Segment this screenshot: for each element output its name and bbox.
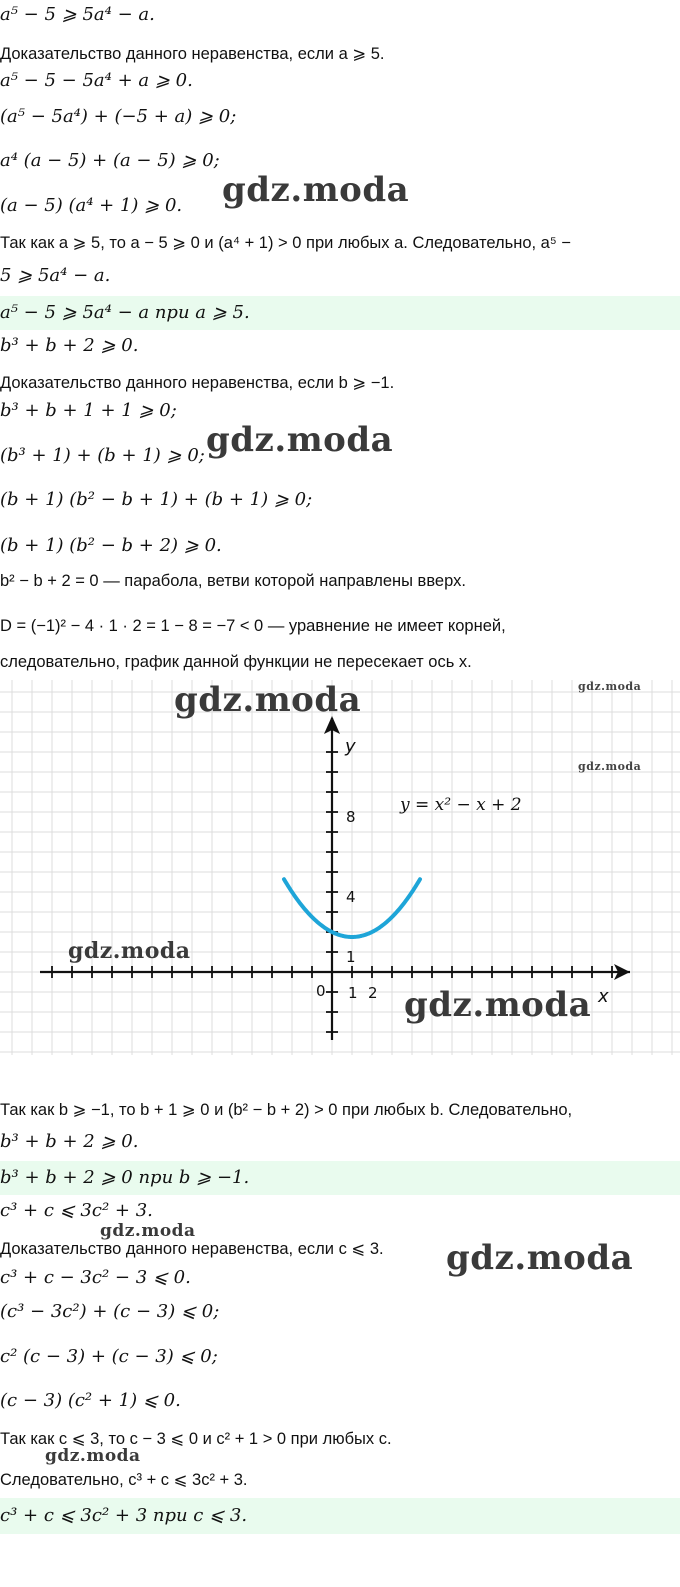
b-no-roots: следовательно, график данной функции не пересекает ось x. [0, 653, 472, 671]
a-reason-1: Так как a ⩾ 5, то a − 5 ⩾ 0 и (a⁴ + 1) > 0 при любых a. Следовательно, a⁵ − [0, 234, 571, 252]
c-step-1: c³ + c − 3c² − 3 ⩽ 0. [0, 1267, 191, 1288]
c-step-3: c² (c − 3) + (c − 3) ⩽ 0; [0, 1346, 218, 1367]
a-statement: a⁵ − 5 ⩾ 5a⁴ − a. [0, 4, 155, 25]
a-step-2: (a⁵ − 5a⁴) + (−5 + a) ⩾ 0; [0, 106, 237, 127]
c-reason-2: Следовательно, c³ + c ⩽ 3c² + 3. [0, 1471, 248, 1489]
origin-label: 0 [316, 982, 326, 1000]
a-step-3: a⁴ (a − 5) + (a − 5) ⩾ 0; [0, 150, 220, 171]
x-axis-label: x [598, 986, 609, 1007]
a-step-4: (a − 5) (a⁴ + 1) ⩾ 0. [0, 195, 183, 216]
a-conclusion: a⁵ − 5 ⩾ 5a⁴ − a при a ⩾ 5. [0, 296, 680, 330]
b-discriminant: D = (−1)² − 4 · 1 · 2 = 1 − 8 = −7 < 0 — уравнение не имеет корней, [0, 617, 506, 635]
watermark: gdz.moda [222, 170, 410, 210]
watermark: gdz.moda [45, 1446, 141, 1466]
b-statement: b³ + b + 2 ⩾ 0. [0, 335, 139, 356]
watermark: gdz.moda [578, 680, 642, 693]
b-reason-1: Так как b ⩾ −1, то b + 1 ⩾ 0 и (b² − b + 2) > 0 при любых b. Следовательно, [0, 1101, 573, 1119]
watermark: gdz.moda [578, 760, 642, 773]
c-intro: Доказательство данного неравенства, если c ⩽ 3. [0, 1240, 384, 1258]
watermark: gdz.moda [404, 985, 592, 1025]
a-step-1: a⁵ − 5 − 5a⁴ + a ⩾ 0. [0, 70, 193, 91]
y-tick-label-1: 1 [346, 948, 356, 966]
c-step-4: (c − 3) (c² + 1) ⩽ 0. [0, 1390, 181, 1411]
y-axis-label: y [345, 736, 356, 757]
c-reason-1: Так как c ⩽ 3, то c − 3 ⩽ 0 и c² + 1 > 0 при любых c. [0, 1430, 392, 1448]
a-intro: Доказательство данного неравенства, если a ⩾ 5. [0, 45, 385, 63]
b-parabola: b² − b + 2 = 0 — парабола, ветви которой направлены вверх. [0, 572, 466, 590]
curve-label: y = x² − x + 2 [400, 795, 522, 815]
b-reason-2: b³ + b + 2 ⩾ 0. [0, 1131, 139, 1152]
b-step-4: (b + 1) (b² − b + 2) ⩾ 0. [0, 535, 222, 556]
a-reason-2: 5 ⩾ 5a⁴ − a. [0, 265, 111, 286]
watermark: gdz.moda [68, 938, 191, 964]
b-step-1: b³ + b + 1 + 1 ⩾ 0; [0, 400, 177, 421]
watermark: gdz.moda [100, 1221, 196, 1241]
c-conclusion: c³ + c ⩽ 3c² + 3 при c ⩽ 3. [0, 1498, 680, 1534]
c-step-2: (c³ − 3c²) + (c − 3) ⩽ 0; [0, 1301, 220, 1322]
x-tick-label-1: 1 [348, 984, 358, 1002]
watermark: gdz.moda [446, 1238, 634, 1278]
b-conclusion: b³ + b + 2 ⩾ 0 при b ⩾ −1. [0, 1161, 680, 1195]
b-step-2: (b³ + 1) + (b + 1) ⩾ 0; [0, 445, 205, 466]
b-intro: Доказательство данного неравенства, если b ⩾ −1. [0, 374, 395, 392]
watermark: gdz.moda [174, 680, 362, 720]
y-tick-label-4: 4 [346, 888, 356, 906]
y-tick-label-8: 8 [346, 808, 356, 826]
c-statement: c³ + c ⩽ 3c² + 3. [0, 1200, 153, 1221]
watermark: gdz.moda [206, 420, 394, 460]
b-step-3: (b + 1) (b² − b + 1) + (b + 1) ⩾ 0; [0, 489, 313, 510]
x-tick-label-2: 2 [368, 984, 378, 1002]
